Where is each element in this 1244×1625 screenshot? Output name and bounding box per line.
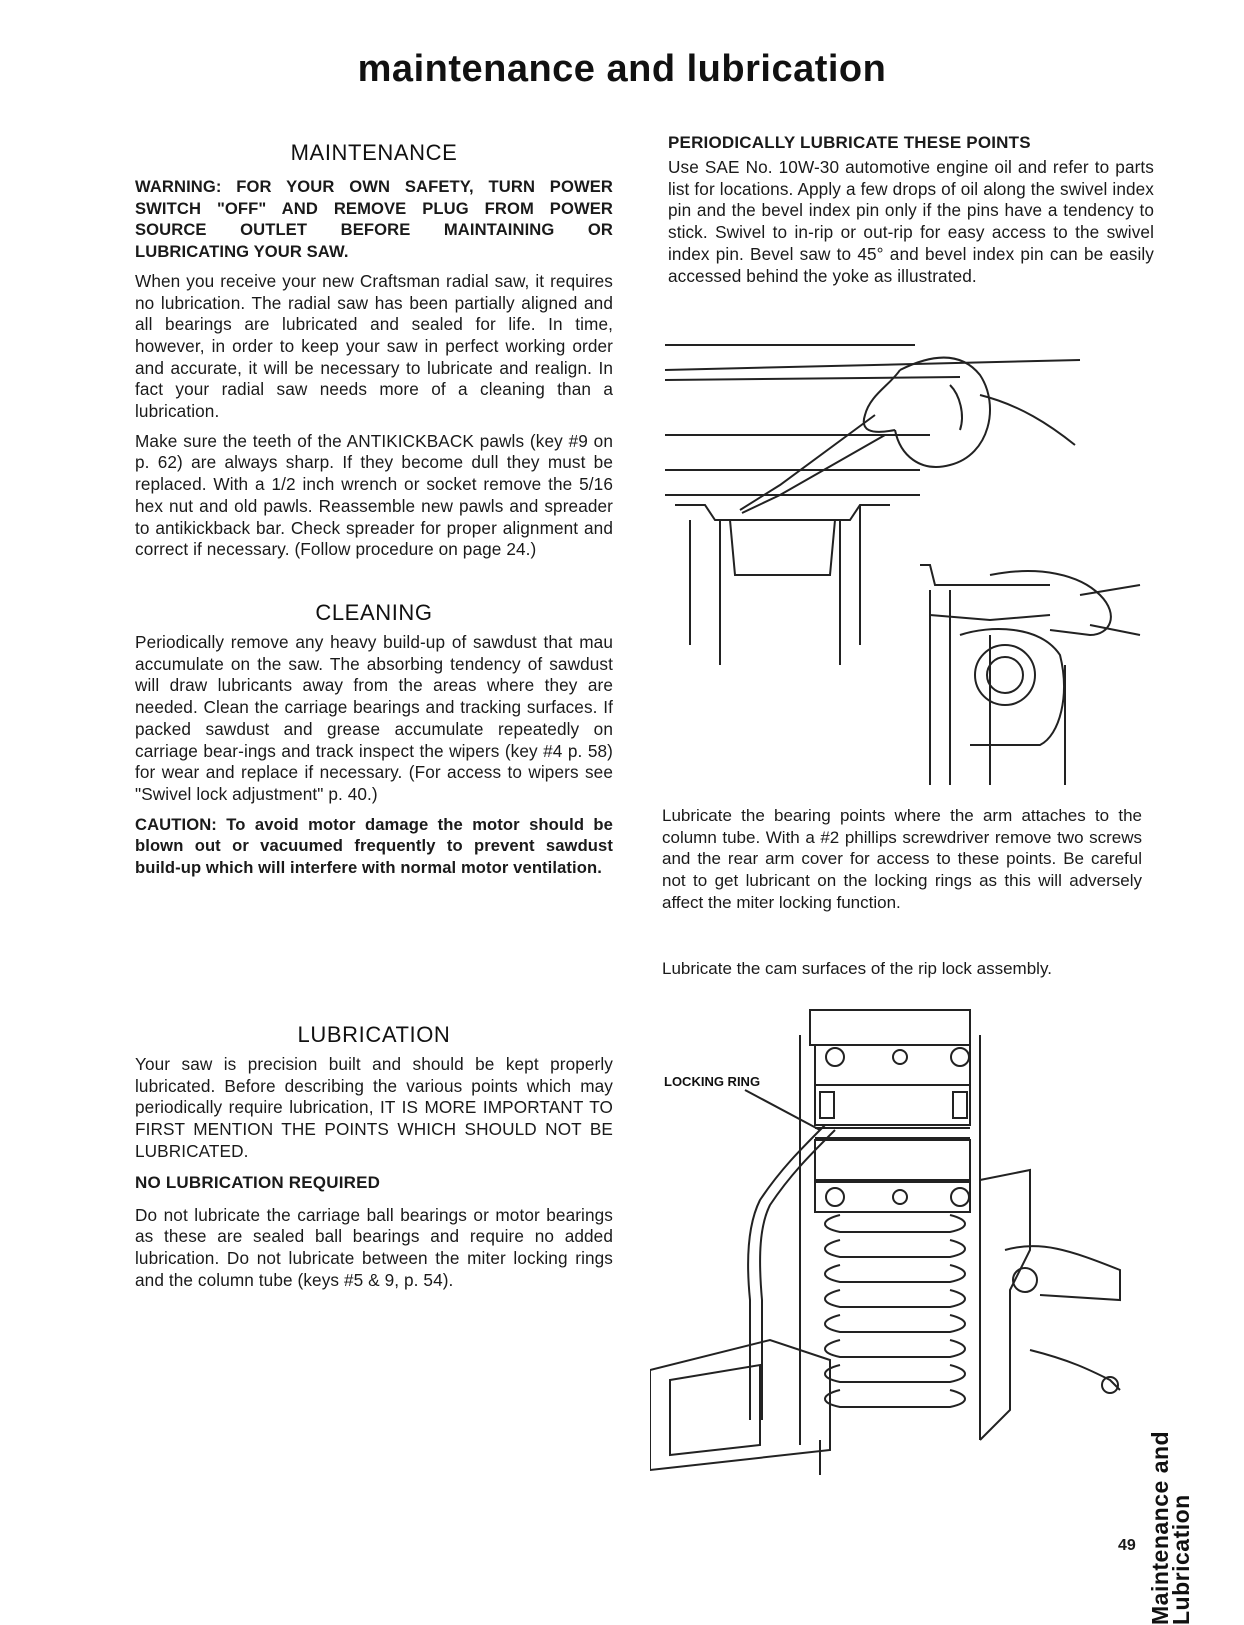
lubrication-section — [135, 1022, 613, 1291]
lubrication-paragraph-1: Your saw is precision built and should be kept properly lubricated. Before describing the various points which may periodically require lubrication, IT IS MORE IMPORTANT TO FIRST MENTION THE POINTS WHICH SHOULD NOT BE LUBRICATED. — [135, 1054, 613, 1161]
periodic-heading: PERIODICALLY LUBRICATE THESE POINTS — [668, 133, 1031, 152]
maintenance-paragraph-2: Make sure the teeth of the ANTIKICKBACK pawls (key #9 on p. 62) are always sharp. If they become dull they must be replaced. With a 1/2 inch wrench or socket remove the 5/16 hex nut and old pawls. Reassemble new pawls and spreader to antikickback bar. Check spreader for proper alignment and correct if necessary. (Follow procedure on page 24.) — [135, 430, 613, 560]
side-tab-line-2: Lubrication — [1168, 1494, 1194, 1625]
lubrication-paragraph-2: Do not lubricate the carriage ball bearings or motor bearings as these are sealed ball bearings and require no added lubrication. Do not lubricate between the miter locking rings and the column tube (keys #5 & 9, p. 54). — [135, 1204, 613, 1290]
oiling-illustration — [660, 335, 1160, 795]
page-title: maintenance and lubrication — [357, 48, 887, 90]
no-lubrication-heading: NO LUBRICATION REQUIRED — [135, 1172, 381, 1192]
lubrication-heading: LUBRICATION — [297, 1022, 451, 1047]
maintenance-section — [135, 140, 613, 561]
cleaning-heading: CLEANING — [315, 600, 433, 625]
periodic-paragraph: Use SAE No. 10W-30 automotive engine oil and refer to parts list for locations. Apply a few drops of oil along the swivel index pin and the bevel index pin only if the pins have a tendency to stick. Swivel to in-rip or out-rip for easy access to the swivel index pin. Bevel saw to 45° and bevel index pin can be easily accessed behind the yoke as illustrated. — [668, 157, 1154, 286]
maintenance-warning: WARNING: FOR YOUR OWN SAFETY, TURN POWER SWITCH "OFF" AND REMOVE PLUG FROM POWER SOURCE OUTLET BEFORE MAINTAINING OR LUBRICATING YOUR SAW. — [135, 177, 613, 262]
cleaning-paragraph: Periodically remove any heavy build-up of sawdust that mau accumulate on the saw. The absorbing tendency of sawdust will draw lubricants away from the areas where they are needed. Clean the carriage bearings and tracking surfaces. If packed sawdust and grease accumulate repeatedly on carriage bear-ings and track inspect the wipers (key #4 p. 58) for wear and replace if necessary. (For access to wipers see "Swivel lock adjustment" p. 40.) — [135, 632, 613, 804]
side-tab-line-1: Maintenance and — [1147, 1430, 1173, 1625]
periodic-section — [668, 133, 1154, 287]
caption-rip-lock: Lubricate the cam surfaces of the rip lock assembly. — [662, 959, 1052, 978]
cleaning-caution: CAUTION: To avoid motor damage the motor should be blown out or vacuumed frequently to prevent sawdust build-up which will interfere with normal motor ventilation. — [135, 814, 613, 878]
maintenance-heading: MAINTENANCE — [290, 140, 458, 165]
side-tab — [1147, 1155, 1194, 1625]
maintenance-paragraph-1: When you receive your new Craftsman radial saw, it requires no lubrication. The radial saw has been partially aligned and all bearings are lubricated and sealed for life. In time, however, in order to keep your saw in perfect working order and accurate, it will be necessary to lubricate and realign. In fact your radial saw needs more of a cleaning than a lubrication. — [135, 270, 613, 422]
page-number: 49 — [1118, 1537, 1136, 1554]
cleaning-section — [135, 600, 613, 879]
locking-ring-illustration — [650, 1000, 1140, 1480]
caption-bearing-points: Lubricate the bearing points where the arm attaches to the column tube. With a #2 phillips screwdriver remove two screws and the rear arm cover for access to these points. Be careful not to get lubricant on the locking rings as this will adversely affect the miter locking function. — [662, 806, 1142, 912]
locking-ring-label: LOCKING RING — [664, 1074, 761, 1089]
